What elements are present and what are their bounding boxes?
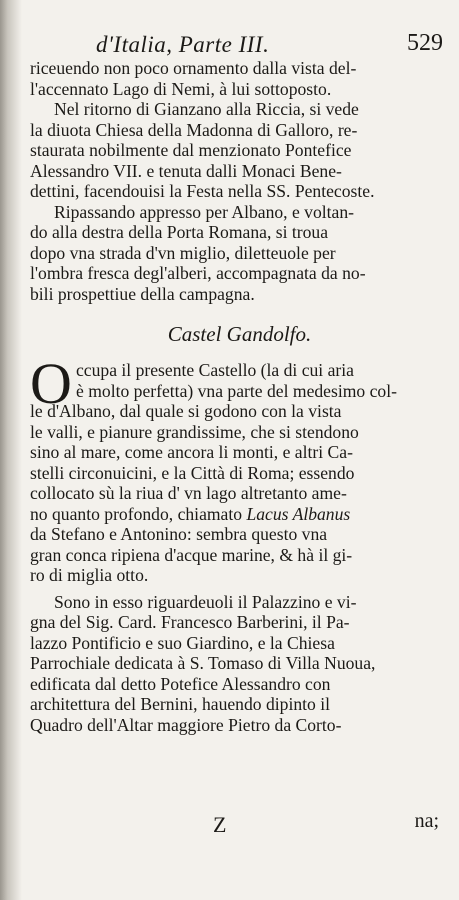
text-line: Alessandro VII. e tenuta dalli Monaci Bene-	[30, 160, 342, 181]
text-line: l'ombra fresca degl'alberi, accompagnata da no-	[30, 263, 366, 283]
signature-mark: Z	[213, 812, 227, 837]
page-number: 529	[407, 30, 443, 56]
text-line: architettura del Bernini, hauendo dipinto il	[30, 694, 330, 714]
text-line	[30, 504, 449, 525]
text-line: le valli, e pianure grandissime, che si stendono	[30, 421, 359, 442]
text-line: le d'Albano, dal quale si godono con la vista	[30, 401, 342, 421]
latin-name: Lacus Albanus	[246, 503, 351, 524]
text-line: riceuendo non poco ornamento dalla vista del-	[30, 58, 357, 78]
text-line: Quadro dell'Altar maggiore Pietro da Corto-	[30, 714, 342, 735]
text-line: lazzo Pontificio e suo Giardino, e la Chiesa	[30, 632, 335, 653]
text-line: la diuota Chiesa della Madonna di Galloro, re-	[30, 119, 358, 140]
text-line: edificata dal detto Potefice Alessandro con	[30, 673, 331, 694]
text-line: staurata nobilmente dal menzionato Pontefice	[30, 140, 352, 160]
text-line: do alla destra della Porta Romana, si troua	[30, 222, 329, 242]
text-line: gran conca ripiena d'acque marine, & hà il gi-	[30, 544, 353, 565]
binding-shadow	[0, 0, 22, 900]
text-line: stelli circonuicini, e la Città di Roma; essendo	[30, 462, 355, 483]
running-head: d'Italia, Parte III.	[96, 32, 270, 57]
paragraph-start-line: Ripassando appresso per Albano, e voltan-	[54, 201, 355, 222]
paragraph-start-line: Nel ritorno di Gianzano alla Riccia, si vede	[54, 99, 359, 119]
paragraph-start-line: Sono in esso riguardeuoli il Palazzino e vi-	[54, 591, 357, 612]
drop-capital: O	[30, 351, 72, 416]
catchword: na;	[414, 810, 439, 832]
text-run: no quanto profondo, chiamato	[30, 503, 247, 524]
text-line: sino al mare, come ancora li monti, e altri Ca-	[30, 442, 353, 462]
text-line: è molto perfetta) vna parte del medesimo col-	[76, 380, 397, 401]
text-line: collocato sù la riua d' vn lago altretanto ame-	[30, 483, 347, 503]
text-line: dettini, facendouisi la Festa nella SS. Pentecoste.	[30, 181, 375, 201]
text-line: ccupa il presente Castello (la di cui aria	[76, 360, 354, 380]
page-header	[96, 32, 443, 58]
text-line: gna del Sig. Card. Francesco Barberini, il Pa-	[30, 612, 350, 632]
text-line: l'accennato Lago di Nemi, à lui sottoposto.	[30, 78, 332, 99]
section-title: Castel Gandolfo.	[167, 322, 312, 346]
text-line: Parrochiale dedicata à S. Tomaso di Villa Nuoua,	[30, 653, 376, 673]
text-line: ro di miglia otto.	[30, 565, 149, 585]
text-line: dopo vna strada d'vn miglio, diletteuole per	[30, 242, 336, 263]
text-line: da Stefano e Antonino: sembra questo vna	[30, 524, 328, 544]
text-line: bili prospettiue della campagna.	[30, 283, 255, 304]
body-text	[30, 58, 449, 735]
